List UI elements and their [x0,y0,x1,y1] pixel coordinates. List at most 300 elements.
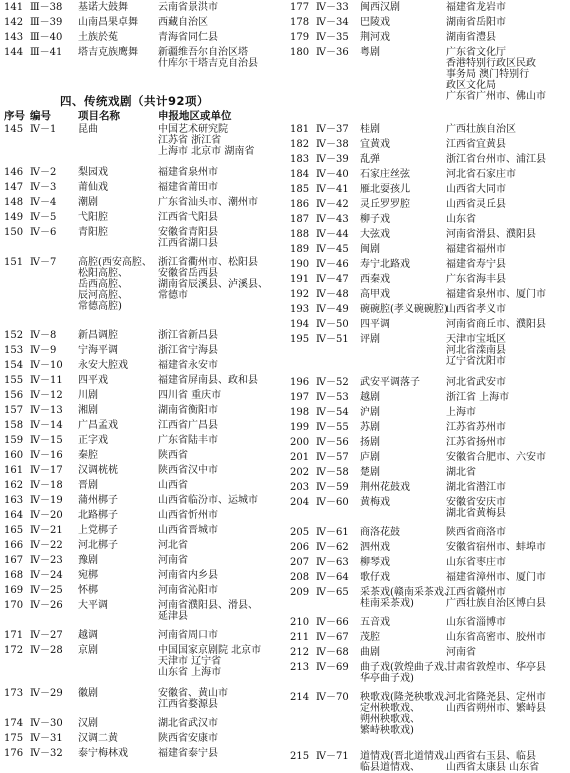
applicant-line: 福建省屏南县、政和县 [158,375,258,386]
row-applicant [158,227,286,249]
row-number: 169 [4,585,24,596]
applicant-line: 福建省寿宁县 [446,259,506,270]
row-applicant [446,557,570,568]
row-applicant [446,497,570,519]
item-name-line: 武安平调落子 [360,377,420,388]
row-number: 208 [290,572,310,583]
item-name-line: 豫剧 [78,555,98,566]
item-name-line: 柳琴戏 [360,557,390,568]
row-number: 159 [4,435,24,446]
applicant-line: 安徽省宿州市、蚌埠市 [446,542,546,553]
applicant-line: 山西省孝义市 [446,304,506,315]
row-applicant [446,289,570,300]
applicant-line: 广西壮族自治区博白县 [446,598,546,609]
row-number: 196 [290,377,310,388]
item-name-line: 蒲州梆子 [78,495,118,506]
row-item-name [360,199,444,210]
row-code: Ⅳ－61 [316,527,349,538]
row-number: 146 [4,167,24,178]
row-item-name [78,495,158,506]
row-code: Ⅳ－10 [30,360,63,371]
item-name-line: 永安大腔戏 [78,360,128,371]
row-code: Ⅳ－30 [30,718,63,729]
row-number: 195 [290,334,310,345]
row-code: Ⅳ－43 [316,214,349,225]
row-item-name [360,617,444,628]
row-number: 174 [4,718,24,729]
row-applicant [446,392,570,403]
item-name-line: 闽西汉剧 [360,2,400,13]
applicant-line: 广西壮族自治区 [446,124,516,135]
row-number: 149 [4,212,24,223]
row-item-name [360,124,444,135]
row-item-name [360,214,444,225]
item-name-line: 雁北耍孩儿 [360,184,410,195]
item-name-line: 石家庄丝弦 [360,169,410,180]
row-code: Ⅳ－20 [30,510,63,521]
item-name-line: 宛梆 [78,570,98,581]
item-name-line: 碗碗腔(孝义碗碗腔) [360,304,448,315]
applicant-line: 河南省濮阳县、滑县、 [158,600,258,611]
item-name-line: 繁峙秧歌戏) [360,725,414,736]
row-number: 150 [4,227,24,238]
applicant-line: 中国艺术研究院 [158,124,228,135]
section-title: 四、传统戏剧（共计92项） [60,94,210,108]
applicant-line: 广东省海丰县 [446,274,506,285]
row-number: 164 [4,510,24,521]
applicant-line: 安徽省、黄山市 [158,688,228,699]
row-code: Ⅳ－27 [30,630,63,641]
row-code: Ⅳ－64 [316,572,349,583]
row-number: 210 [290,617,310,628]
row-applicant [158,733,286,744]
row-number: 144 [4,47,24,58]
row-applicant [158,645,286,678]
applicant-line: 安徽省合肥市、六安市 [446,452,546,463]
applicant-line: 湖南省辰溪县、泸溪县、 [158,279,268,290]
row-number: 170 [4,600,24,611]
item-name-line: 徽剧 [78,688,98,699]
row-code: Ⅳ－63 [316,557,349,568]
applicant-line: 广东省文化厅 [446,47,506,58]
item-name-line: 宜黄戏 [360,139,390,150]
item-name-line: 庐剧 [360,452,380,463]
row-item-name [78,570,158,581]
row-item-name [78,2,158,13]
row-number: 167 [4,555,24,566]
item-name-line: 塔吉克族鹰舞 [78,47,138,58]
row-code: Ⅳ－71 [316,751,349,762]
item-name-line: 川剧 [78,390,98,401]
row-applicant [446,259,570,270]
item-name-line: 岳西高腔、 [78,279,128,290]
row-number: 155 [4,375,24,386]
item-name-line: 晋剧 [78,480,98,491]
row-code: Ⅳ－35 [316,32,349,43]
item-name-line: 泰宁梅林戏 [78,748,128,759]
row-applicant [158,688,286,710]
row-code: Ⅳ－25 [30,585,63,596]
row-code: Ⅳ－17 [30,465,63,476]
row-item-name [360,334,444,345]
row-code: Ⅳ－11 [30,375,63,386]
row-number: 156 [4,390,24,401]
item-name-line: 闽剧 [360,244,380,255]
row-item-name [360,392,444,403]
row-number: 161 [4,465,24,476]
applicant-line: 青海省同仁县 [158,32,218,43]
row-code: Ⅳ－69 [316,662,349,673]
applicant-line: 河北省滦南县 [446,345,506,356]
item-name-line: 歌仔戏 [360,572,390,583]
item-name-line: 临县道情戏、 [360,762,420,773]
item-name-line: 朔州秧歌戏、 [360,714,420,725]
row-number: 176 [4,748,24,759]
applicant-line: 天津市 辽宁省 [158,656,222,667]
applicant-line: 湖北省 [446,467,476,478]
row-code: Ⅳ－60 [316,497,349,508]
row-item-name [360,542,444,553]
item-name-line: 土族於菟 [78,32,118,43]
applicant-line: 湖北省黄梅县 [446,508,506,519]
item-name-line: 河北梆子 [78,540,118,551]
item-name-line: 桂剧 [360,124,380,135]
row-number: 181 [290,124,310,135]
row-applicant [158,495,286,506]
row-applicant [446,437,570,448]
row-number: 172 [4,645,24,656]
row-item-name [78,182,158,193]
row-item-name [360,662,454,684]
row-number: 201 [290,452,310,463]
row-number: 193 [290,304,310,315]
row-number: 205 [290,527,310,538]
row-item-name [78,212,158,223]
row-applicant [158,420,286,431]
applicant-line: 什库尔干塔吉克自治县 [158,58,258,69]
row-applicant [446,244,570,255]
row-applicant [158,212,286,223]
row-code: Ⅳ－40 [316,169,349,180]
row-applicant [158,2,286,13]
applicant-line: 陕西省商洛市 [446,527,506,538]
row-item-name [78,227,158,238]
row-number: 179 [290,32,310,43]
row-applicant [446,587,570,609]
applicant-line: 福建省泉州市、厦门市 [446,289,546,300]
item-name-line: 汉剧 [78,718,98,729]
row-code: Ⅳ－42 [316,199,349,210]
row-number: 142 [4,17,24,28]
item-name-line: 山南昌果卓舞 [78,17,138,28]
applicant-line: 中国国家京剧院 北京市 [158,645,262,656]
applicant-line: 河北省武安市 [446,377,506,388]
row-applicant [158,345,286,356]
row-applicant [446,214,570,225]
row-code: Ⅳ－57 [316,452,349,463]
row-applicant [446,229,570,240]
row-item-name [78,345,158,356]
row-item-name [360,407,444,418]
item-name-line: 辰河高腔、 [78,290,128,301]
row-applicant [158,465,286,476]
item-name-line: 扬剧 [360,437,380,448]
row-code: Ⅳ－7 [30,257,57,268]
row-item-name [360,377,444,388]
row-number: 182 [290,139,310,150]
row-item-name [78,420,158,431]
row-item-name [78,375,158,386]
applicant-line: 上海市 [446,407,476,418]
applicant-line: 安徽省安庆市 [446,497,506,508]
item-name-line: 荆州花鼓戏 [360,482,410,493]
row-applicant [446,47,570,102]
row-applicant [158,525,286,536]
row-item-name [78,197,158,208]
row-applicant [446,467,570,478]
row-code: Ⅳ－8 [30,330,57,341]
applicant-line: 天津市宝坻区 [446,334,506,345]
row-item-name [78,360,158,371]
row-code: Ⅳ－45 [316,244,349,255]
item-name-line: 商洛花鼓 [360,527,400,538]
item-name-line: 高腔(西安高腔、 [78,257,152,268]
row-number: 194 [290,319,310,330]
row-item-name [78,450,158,461]
item-name-line: 道情戏(晋北道情戏、 [360,751,454,762]
row-code: Ⅳ－4 [30,197,57,208]
applicant-line: 江西省赣州市 [446,587,506,598]
item-name-line: 沪剧 [360,407,380,418]
row-number: 192 [290,289,310,300]
item-name-line: 泗州戏 [360,542,390,553]
row-applicant [158,32,286,43]
applicant-line: 浙江省台州市、浦江县 [446,154,546,165]
row-number: 186 [290,199,310,210]
header-num: 序号 [4,110,25,122]
row-item-name [78,718,158,729]
applicant-line: 湖南省岳阳市 [446,17,506,28]
row-number: 178 [290,17,310,28]
applicant-line: 湖南省澧县 [446,32,496,43]
applicant-line: 江西省婺源县 [158,699,218,710]
item-name-line: 乱弹 [360,154,380,165]
row-number: 191 [290,274,310,285]
applicant-line: 新疆维吾尔自治区塔 [158,47,248,58]
applicant-line: 河南省沁阳市 [158,585,218,596]
row-number: 171 [4,630,24,641]
item-name-line: 怀梆 [78,585,98,596]
row-applicant [446,572,570,583]
row-applicant [158,257,286,301]
row-code: Ⅳ－70 [316,692,349,703]
row-item-name [360,452,444,463]
applicant-line: 广东省汕头市、潮州市 [158,197,258,208]
row-item-name [78,390,158,401]
row-applicant [158,17,286,28]
row-applicant [158,510,286,521]
applicant-line: 浙江省衢州市、松阳县 [158,257,258,268]
applicant-line: 云南省景洪市 [158,2,218,13]
applicant-line: 安徽省青阳县 [158,227,218,238]
row-code: Ⅳ－62 [316,542,349,553]
applicant-line: 陕西省 [158,450,188,461]
item-name-line: 定州秧歌戏、 [360,703,420,714]
row-item-name [360,647,444,658]
row-applicant [158,197,286,208]
row-number: 183 [290,154,310,165]
row-code: Ⅳ－2 [30,167,57,178]
item-name-line: 湘剧 [78,405,98,416]
row-item-name [78,17,158,28]
applicant-line: 常德市 [158,290,188,301]
row-code: Ⅳ－68 [316,647,349,658]
item-name-line: 曲子戏(敦煌曲子戏、 [360,662,454,673]
row-item-name [78,510,158,521]
row-applicant [446,751,570,773]
item-name-line: 越剧 [360,392,380,403]
row-item-name [360,244,444,255]
row-item-name [360,632,444,643]
item-name-line: 常德高腔) [78,301,122,312]
row-item-name [360,139,444,150]
row-code: Ⅳ－32 [30,748,63,759]
applicant-line: 福建省龙岩市 [446,2,506,13]
item-name-line: 越调 [78,630,98,641]
row-applicant [446,377,570,388]
row-item-name [360,587,454,609]
item-name-line: 青阳腔 [78,227,108,238]
row-applicant [158,480,286,491]
item-name-line: 京剧 [78,645,98,656]
item-name-line: 寿宁北路戏 [360,259,410,270]
row-code: Ⅳ－46 [316,259,349,270]
applicant-line: 山东省高密市、胶州市 [446,632,546,643]
item-name-line: 宁海平调 [78,345,118,356]
item-name-line: 正字戏 [78,435,108,446]
row-code: Ⅳ－67 [316,632,349,643]
row-item-name [360,169,444,180]
applicant-line: 四川省 重庆市 [158,390,222,401]
applicant-line: 山西省 [158,480,188,491]
applicant-line: 河北省石家庄市 [446,169,516,180]
row-number: 154 [4,360,24,371]
row-applicant [446,139,570,150]
applicant-line: 河南省周口市 [158,630,218,641]
row-applicant [446,199,570,210]
row-item-name [360,422,444,433]
applicant-line: 山西省大同市 [446,184,506,195]
row-code: Ⅲ－40 [30,32,63,43]
row-applicant [158,435,286,446]
row-applicant [446,407,570,418]
row-item-name [78,600,158,611]
applicant-line: 福建省泉州市 [158,167,218,178]
row-item-name [360,751,454,773]
applicant-line: 江苏省扬州市 [446,437,506,448]
row-number: 147 [4,182,24,193]
applicant-line: 福建省泰宁县 [158,748,218,759]
row-item-name [78,733,158,744]
row-code: Ⅳ－36 [316,47,349,58]
row-number: 153 [4,345,24,356]
applicant-line: 江西省宜黄县 [446,139,506,150]
applicant-line: 山东省 [446,214,476,225]
applicant-line: 山西省晋城市 [158,525,218,536]
row-item-name [360,2,444,13]
row-number: 180 [290,47,310,58]
item-name-line: 黄梅戏 [360,497,390,508]
applicant-line: 河南省 [158,555,188,566]
item-name-line: 苏剧 [360,422,380,433]
row-applicant [158,585,286,596]
row-applicant [446,154,570,165]
row-number: 209 [290,587,310,598]
row-applicant [158,600,286,622]
row-number: 190 [290,259,310,270]
row-code: Ⅳ－15 [30,435,63,446]
row-number: 202 [290,467,310,478]
applicant-line: 政区文化局 [446,80,496,91]
row-code: Ⅳ－31 [30,733,63,744]
applicant-line: 山西省太康县 山东省 [446,762,540,773]
row-code: Ⅳ－12 [30,390,63,401]
row-applicant [158,748,286,759]
row-item-name [360,692,454,736]
applicant-line: 河南省内乡县 [158,570,218,581]
applicant-line: 西藏自治区 [158,17,208,28]
row-applicant [446,662,570,673]
row-applicant [446,2,570,13]
row-item-name [78,167,158,178]
row-code: Ⅳ－22 [30,540,63,551]
row-number: 157 [4,405,24,416]
applicant-line: 浙江省宁海县 [158,345,218,356]
row-code: Ⅲ－39 [30,17,63,28]
row-item-name [360,497,444,508]
row-code: Ⅲ－38 [30,2,63,13]
row-item-name [360,482,444,493]
row-item-name [360,304,448,315]
row-number: 212 [290,647,310,658]
applicant-line: 山东省 上海市 [158,667,222,678]
applicant-line: 湖北省武汉市 [158,718,218,729]
row-code: Ⅳ－3 [30,182,57,193]
row-applicant [446,542,570,553]
item-name-line: 汉调二黄 [78,733,118,744]
row-number: 214 [290,692,310,703]
row-number: 148 [4,197,24,208]
row-code: Ⅳ－54 [316,407,349,418]
item-name-line: 汉调桄桄 [78,465,118,476]
row-applicant [446,647,570,658]
row-number: 175 [4,733,24,744]
row-number: 162 [4,480,24,491]
applicant-line: 河南省 [446,647,476,658]
applicant-line: 广东省广州市、佛山市 [446,91,546,102]
applicant-line: 甘肃省敦煌市、华亭县 [446,662,546,673]
item-name-line: 莆仙戏 [78,182,108,193]
item-name-line: 采茶戏(赣南采茶戏、 [360,587,454,598]
applicant-line: 延津县 [158,611,188,622]
applicant-line: 河南省滑县、濮阳县 [446,229,536,240]
applicant-line: 山西省临汾市、运城市 [158,495,258,506]
row-code: Ⅳ－23 [30,555,63,566]
header-code: 编号 [30,110,51,122]
item-name-line: 四平戏 [78,375,108,386]
row-code: Ⅳ－39 [316,154,349,165]
row-number: 184 [290,169,310,180]
